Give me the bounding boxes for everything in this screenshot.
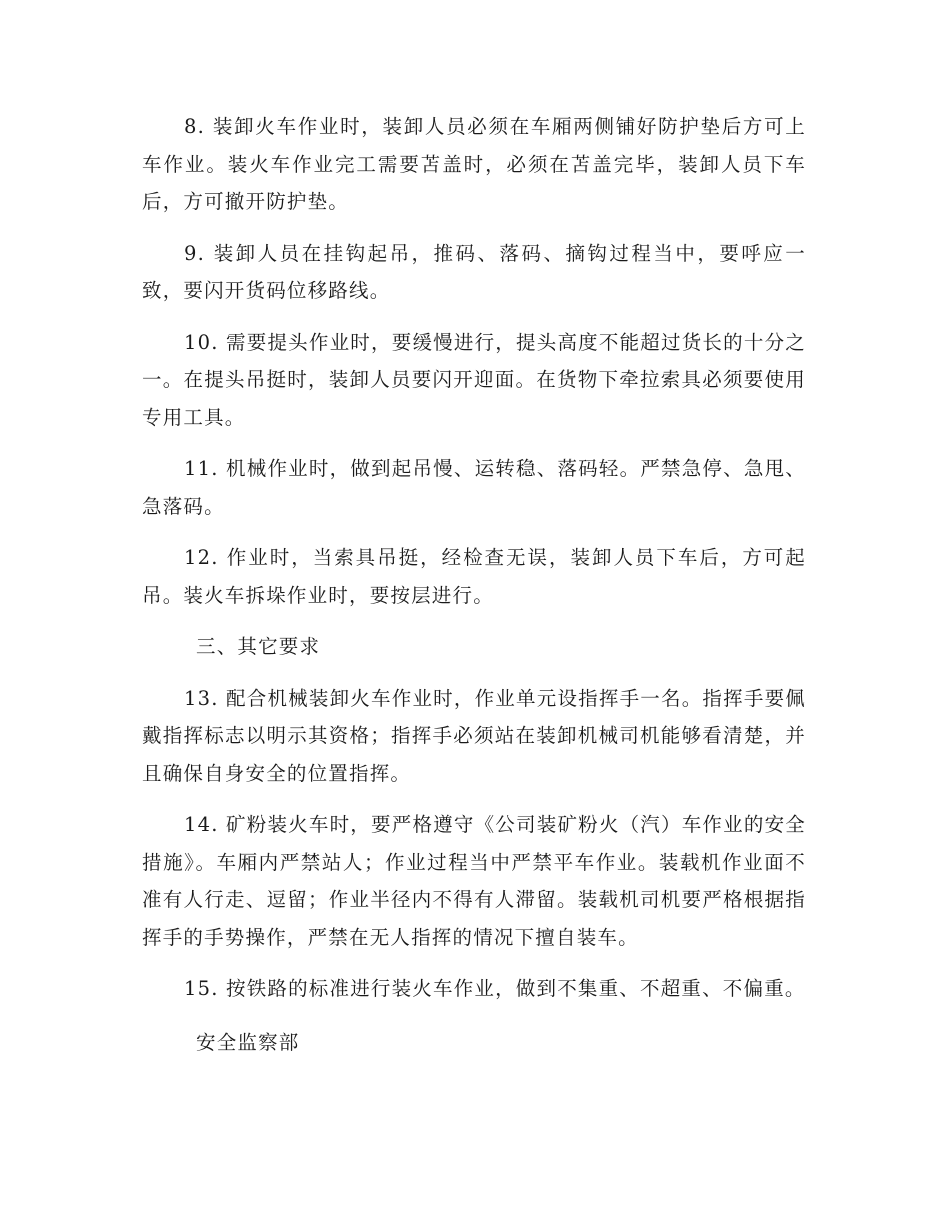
paragraph-12: 12. 作业时，当索具吊挺，经检查无误，装卸人员下车后，方可起吊。装火车拆垛作业时，要按层进行。 (142, 546, 806, 607)
paragraph-13: 13. 配合机械装卸火车作业时，作业单元设指挥手一名。指挥手要佩戴指挥标志以明示其资格；指挥手必须站在装卸机械司机能够看清楚，并且确保自身安全的位置指挥。 (142, 686, 806, 785)
document-body (142, 108, 806, 1061)
paragraph-8: 8. 装卸火车作业时，装卸人员必须在车厢两侧铺好防护垫后方可上车作业。装火车作业完工需要苫盖时，必须在苫盖完毕，装卸人员下车后，方可撤开防护垫。 (142, 115, 806, 213)
section-heading: 三、其它要求 (196, 635, 321, 658)
signature: 安全监察部 (196, 1030, 300, 1054)
paragraph-9: 9. 装卸人员在挂钩起吊，推码、落码、摘钩过程当中，要呼应一致，要闪开货码位移路线。 (142, 241, 806, 302)
paragraph-11: 11. 机械作业时，做到起吊慢、运转稳、落码轻。严禁急停、急甩、急落码。 (142, 457, 806, 518)
paragraph-15: 15. 按铁路的标准进行装火车作业，做到不集重、不超重、不偏重。 (184, 977, 806, 1000)
paragraph-10: 10. 需要提头作业时，要缓慢进行，提头高度不能超过货长的十分之一。在提头吊挺时，装卸人员要闪开迎面。在货物下牵拉索具必须要使用专用工具。 (142, 330, 806, 429)
paragraph-14: 14. 矿粉装火车时，要严格遵守《公司装矿粉火（汽）车作业的安全措施》。车厢内严禁站人；作业过程当中严禁平车作业。装载机作业面不准有人行走、逗留；作业半径内不得有人滞留。装载机司机要严格根据指挥手的手势操作，严禁在无人指挥的情况下擅自装车。 (142, 813, 806, 949)
